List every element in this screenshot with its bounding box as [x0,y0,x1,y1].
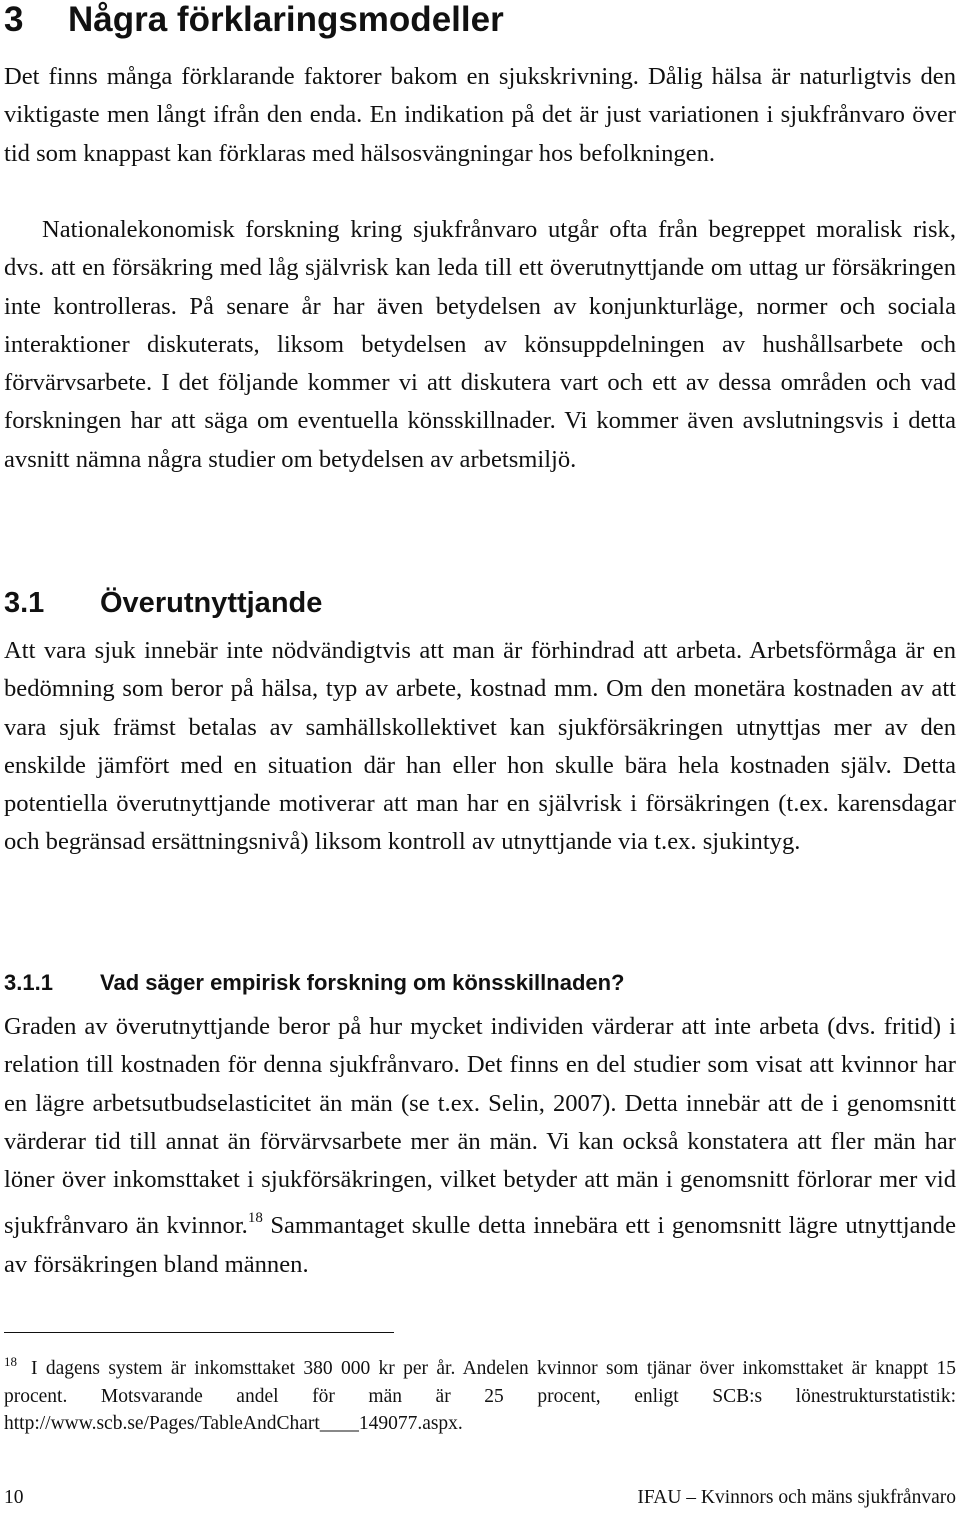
running-title: IFAU – Kvinnors och mäns sjukfrånvaro [637,1487,956,1508]
page-number: 10 [4,1487,24,1508]
footnote-text: I dagens system är inkomsttaket 380 000 kr per år. Andelen kvinnor som tjänar över inkomsttaket är knappt 15 procent. Motsvarande andel för män är 25 procent, enligt SCB:s lönestrukturstatistik: http://www.scb.se/Pages/TableAndChart____149077.aspx. [4,1358,956,1434]
chapter-number: 3 [4,0,24,39]
section-title: Överutnyttjande [100,587,323,619]
footnote-reference[interactable]: 18 [247,1210,263,1227]
chapter-heading [4,0,504,40]
subsection-title: Vad säger empirisk forskning om könsskillnaden? [100,970,625,995]
chapter-title: Några förklaringsmodeller [68,0,504,39]
section-paragraph: Att vara sjuk innebär inte nödvändigtvis att man är förhindrad att arbeta. Arbetsförmåga är en bedömning som beror på hälsa, typ av arbete, kostnad mm. Om den monetära kostnaden av att vara sjuk främst betalas av samhällskollektivet kan sjukförsäkringen utnyttjas mer av den enskilde jämfört med en situation där han eller hon skulle bära hela kostnaden själv. Detta potentiella överutnyttjande motiverar att man har en självrisk i försäkringen (t.ex. karensdagar och begränsad ersättningsnivå) liksom kontroll av utnyttjande via t.ex. sjukintyg. [4,637,956,856]
footnote [4,1348,956,1438]
subsection-text-1: Graden av överutnyttjande beror på hur mycket individen värderar att inte arbeta (dvs. fritid) i relation till kostnaden för denna sjukfrånvaro. Det finns en del studier som visat att kvinnor har en lägre arbetsutbudselasticitet än män (se t.ex. Selin, 2007). Detta innebär att de i genomsnitt värderar tid till annat än förvärvsarbete mer än män. Vi kan också konstatera att fler män har löner över inkomsttaket i sjukförsäkringen, vilket betyder att män i genomsnitt förlorar mer vid sjukfrånvaro än kvinnor. [4,1013,956,1240]
subsection-text-2: Sammantaget skulle detta innebära ett i genomsnitt lägre utnyttjande av försäkringen bland männen. [4,1212,956,1278]
section-number: 3.1 [4,587,45,619]
subsection-paragraph [4,1008,956,1284]
section-heading [4,586,322,620]
subsection-number: 3.1.1 [4,970,53,995]
chapter-paragraph-2: Nationalekonomisk forskning kring sjukfrånvaro utgår ofta från begreppet moralisk risk, dvs. att en försäkring med låg självrisk kan leda till ett överutnyttjande om uttag ur försäkringen inte kontrolleras. På senare år har även betydelsen av konjunkturläge, normer och sociala interaktioner diskuterats, liksom betydelsen av könsuppdelningen av hushållsarbete och förvärvsarbete. I det följande kommer vi att diskutera vart och ett av dessa områden och vad forskningen har att säga om eventuella könsskillnader. Vi kommer även avslutningsvis i detta avsnitt nämna några studier om betydelsen av arbetsmiljö. [4,216,956,473]
chapter-paragraph-1: Det finns många förklarande faktorer bakom en sjukskrivning. Dålig hälsa är naturligtvis den viktigaste men långt ifrån den enda. En indikation på det är just variationen i sjukfrånvaro över tid som knappast kan förklaras med hälsosvängningar hos befolkningen. [4,63,956,167]
subsection-heading [4,969,625,997]
footnote-divider [4,1332,394,1333]
footnote-number: 18 [4,1354,17,1369]
